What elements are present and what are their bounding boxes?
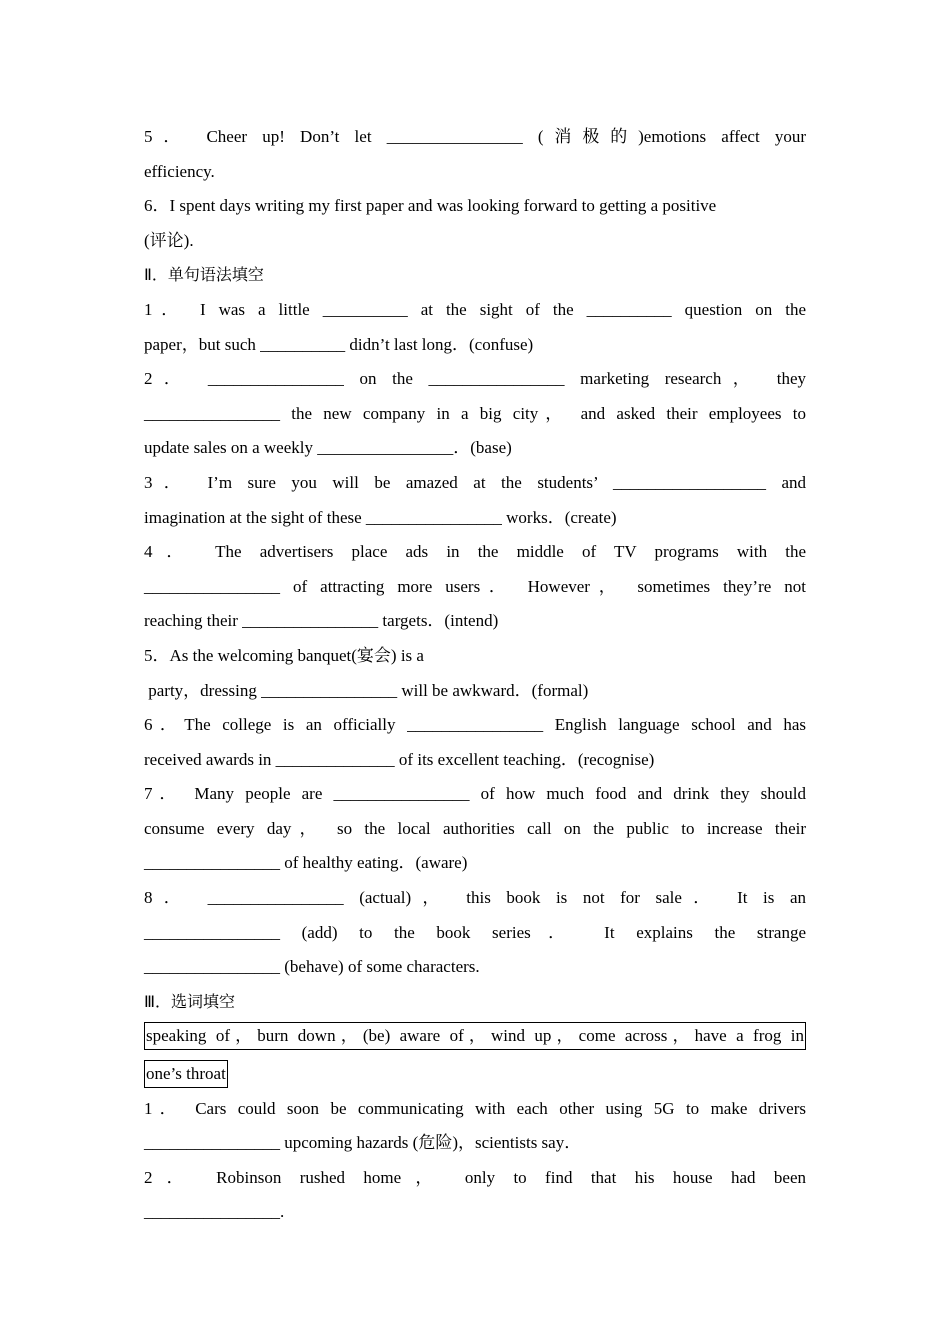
grammar-q4-line-2: ________________ of attracting more users． However， sometimes they’re not (144, 576, 806, 596)
grammar-q1-line-1: 1． I was a little __________ at the sight of the __________ question on the (144, 299, 806, 319)
grammar-q8-line-2: ________________ (add) to the book series． It explains the strange (144, 922, 806, 942)
worksheet-page (144, 120, 806, 1230)
exercise-6-line-1: 6．I spent days writing my first paper and was looking forward to getting a positive (144, 196, 717, 216)
word-bank-line-1 (144, 1022, 806, 1057)
grammar-q6-line-1: 6．The college is an officially ________________ English language school and has (144, 715, 806, 735)
word-bank-box-2: one’s throat (144, 1060, 228, 1088)
word-bank-line-2 (144, 1057, 806, 1092)
grammar-q2-line-2: ________________ the new company in a big city， and asked their employees to (144, 403, 806, 423)
exercise-6-line-2: (评论). (144, 230, 194, 250)
word-bank-box-1: speaking of，burn down，(be) aware of，wind up，come across，have a frog in (144, 1022, 806, 1050)
fill-q2-line-2: ________________. (144, 1202, 285, 1222)
section-2-heading: Ⅱ．单句语法填空 (144, 265, 264, 285)
section-3-heading: Ⅲ．选词填空 (144, 991, 236, 1011)
grammar-q3-line-1: 3． I’m sure you will be amazed at the students’ __________________ and (144, 472, 806, 492)
grammar-q4-line-3: reaching their ________________ targets．(intend) (144, 611, 499, 631)
grammar-q1-line-2: paper，but such __________ didn’t last long．(confuse) (144, 334, 534, 354)
exercise-5-line-1: 5． Cheer up! Don’t let ________________ (消极的)emotions affect your (144, 127, 806, 146)
exercise-5-line-2: efficiency. (144, 161, 215, 181)
grammar-q2-line-1: 2． ________________ on the ________________ marketing research， they (144, 369, 806, 389)
grammar-q7-line-1: 7． Many people are ________________ of how much food and drink they should (144, 784, 806, 804)
grammar-q7-line-3: ________________ of healthy eating．(aware) (144, 853, 468, 873)
grammar-q8-line-1: 8． ________________ (actual)， this book is not for sale． It is an (144, 888, 806, 908)
grammar-q3-line-2: imagination at the sight of these ________________ works．(create) (144, 507, 617, 527)
fill-q2-line-1: 2． Robinson rushed home， only to find that his house had been (144, 1167, 806, 1187)
fill-q1-line-1: 1． Cars could soon be communicating with each other using 5G to make drivers (144, 1098, 806, 1118)
grammar-q5-line-1: 5．As the welcoming banquet(宴会) is a (144, 645, 424, 665)
grammar-q6-line-2: received awards in ______________ of its excellent teaching．(recognise) (144, 749, 655, 769)
grammar-q7-line-2: consume every day， so the local authorities call on the public to increase their (144, 818, 806, 838)
fill-q1-line-2: ________________ upcoming hazards (危险)，scientists say． (144, 1133, 582, 1153)
grammar-q4-line-1: 4． The advertisers place ads in the middle of TV programs with the (144, 542, 806, 562)
grammar-q5-line-2: party，dressing ________________ will be awkward．(formal) (144, 680, 589, 700)
grammar-q8-line-3: ________________ (behave) of some characters. (144, 957, 480, 977)
grammar-q2-line-3: update sales on a weekly ________________．(base) (144, 438, 512, 458)
